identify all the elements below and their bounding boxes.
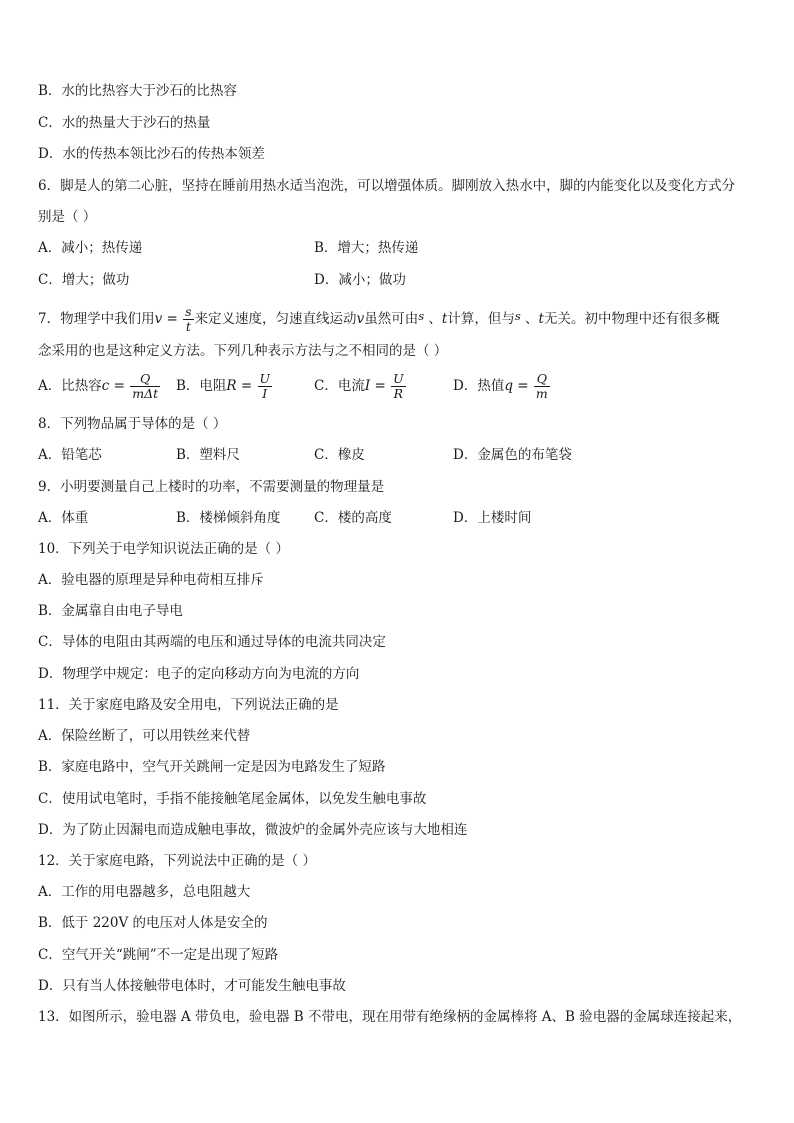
q8-option-b: B．塑料尺 [176,447,240,463]
q5-option-d: D．水的传热本领比沙石的传热本领差 [38,146,265,162]
q7-stem-line1 [38,300,719,335]
q7-text-5: 无关。初中物理中还有很多概 [543,311,720,327]
q7-option-d-var: q [504,378,513,394]
q7-var-s1: s [418,309,425,323]
q7-option-b: B．电阻R = $\frac{U}{I}$ [176,371,271,401]
q8-option-c: C．橡皮 [314,447,365,463]
q7-option-c: C．电流I = $\frac{U}{R}$ [314,371,404,401]
q7-option-b-var: R [226,378,237,394]
q7-option-a-label: A．比热容 [38,378,102,394]
q7-option-c-denominator: R [393,386,404,401]
q7-option-d-denominator: m [535,386,548,401]
q7-var-s2: s [514,309,521,323]
q7-fraction-denominator: t [185,319,191,334]
q12-stem: 12．关于家庭电路，下列说法中正确的是（ ） [38,853,316,869]
q11-option-d: D．为了防止因漏电而造成触电事故，微波炉的金属外壳应该与大地相连 [38,822,468,838]
q7-option-d-fraction [534,372,550,401]
q8-stem: 8．下列物品属于导体的是（ ） [38,416,227,432]
q7-sep-1: 、 [424,311,442,327]
q7-option-c-numerator: U [393,371,404,386]
q6-stem-line1: 6．脚是人的第二心脏，坚持在睡前用热水适当泡洗，可以增强体质。脚刚放入热水中，脚的内能变化以及变化方式分 [38,178,736,194]
q9-option-b: B．楼梯倾斜角度 [176,510,281,526]
q6-option-a: A．减小；热传递 [38,240,143,256]
q7-option-b-fraction [258,372,273,401]
q10-option-c: C．导体的电阻由其两端的电压和通过导体的电流共同决定 [38,634,386,650]
q6-option-c: C．增大；做功 [38,272,130,288]
q7-equals: = [162,311,183,327]
q7-option-c-var: I [364,378,371,394]
q7-var-v: v [154,311,163,327]
q10-option-b: B．金属靠自由电子导电 [38,603,183,619]
q7-option-d-numerator: Q [534,372,550,387]
q7-option-c-fraction [391,372,406,401]
q7-option-b-numerator: U [259,371,271,386]
q11-option-a: A．保险丝断了，可以用铁丝来代替 [38,728,251,744]
q5-option-c: C．水的热量大于沙石的热量 [38,115,211,131]
q7-option-d-label: D．热值 [453,378,505,394]
q7-var-v2: v [356,311,365,327]
q7-option-c-label: C．电流 [314,378,365,394]
q7-text-4: 计算，但与 [447,311,515,327]
q11-option-c: C．使用试电笔时，手指不能接触笔尾金属体，以免发生触电事故 [38,791,427,807]
q12-option-b: B．低于 220V 的电压对人体是安全的 [38,915,268,931]
q7-fraction-numerator: s [185,304,192,319]
q6-stem-line2: 别是（ ） [38,209,97,225]
q7-var-t1: t [441,311,448,327]
q9-stem: 9．小明要测量自己上楼时的功率，不需要测量的物理量是 [38,479,385,495]
q10-option-a: A．验电器的原理是异种电荷相互排斥 [38,572,264,588]
q7-option-a-numerator: Q [130,372,160,387]
q7-option-a-var: c [101,378,110,394]
q9-option-c: C．楼的高度 [314,510,392,526]
q11-stem: 11．关于家庭电路及安全用电，下列说法正确的是 [38,697,339,713]
q12-option-d: D．只有当人体接触带电体时，才可能发生触电事故 [38,978,346,994]
q5-option-b: B．水的比热容大于沙石的比热容 [38,83,237,99]
q7-sep-2: 、 [520,311,539,327]
q10-option-d: D．物理学中规定：电子的定向移动方向为电流的方向 [38,666,360,682]
q7-text-3: 虽然可由 [364,311,419,327]
q8-option-a: A．铅笔芯 [38,447,102,463]
q11-option-b: B．家庭电路中，空气开关跳闸一定是因为电路发生了短路 [38,759,386,775]
q7-text-2: 来定义速度，匀速直线运动 [194,311,357,327]
q12-option-c: C．空气开关“跳闸”不一定是出现了短路 [38,947,279,963]
q9-option-a: A．体重 [38,510,89,526]
q7-stem-line2: 念采用的也是这种定义方法。下列几种表示方法与之不相同的是（ ） [38,343,448,359]
q7-option-a-fraction [130,372,160,401]
q7-option-b-label: B．电阻 [176,378,227,394]
q6-option-d: D．减小；做功 [314,272,406,288]
q10-stem: 10．下列关于电学知识说法正确的是（ ） [38,541,289,557]
q7-speed-fraction [183,305,193,334]
q9-option-d: D．上楼时间 [453,510,532,526]
q8-option-d: D．金属色的布笔袋 [453,447,572,463]
q7-option-b-denominator: I [262,386,268,401]
q6-option-b: B．增大；热传递 [314,240,419,256]
q7-option-d: D．热值q = $\frac{Q}{m}$ [453,371,548,401]
q13-stem: 13．如图所示，验电器 A 带负电，验电器 B 不带电，现在用带有绝缘柄的金属棒将 A、B 验电器的金属球连接起来， [38,1009,742,1025]
q7-option-a-denominator: mΔt [132,386,159,401]
q7-option-a: A．比热容c = $\frac{Q}{\text{mΔt}}$ [38,371,159,401]
q7-text-1: 7．物理学中我们用 [38,311,155,327]
q7-var-t2: t [538,311,544,327]
q12-option-a: A．工作的用电器越多，总电阻越大 [38,884,251,900]
